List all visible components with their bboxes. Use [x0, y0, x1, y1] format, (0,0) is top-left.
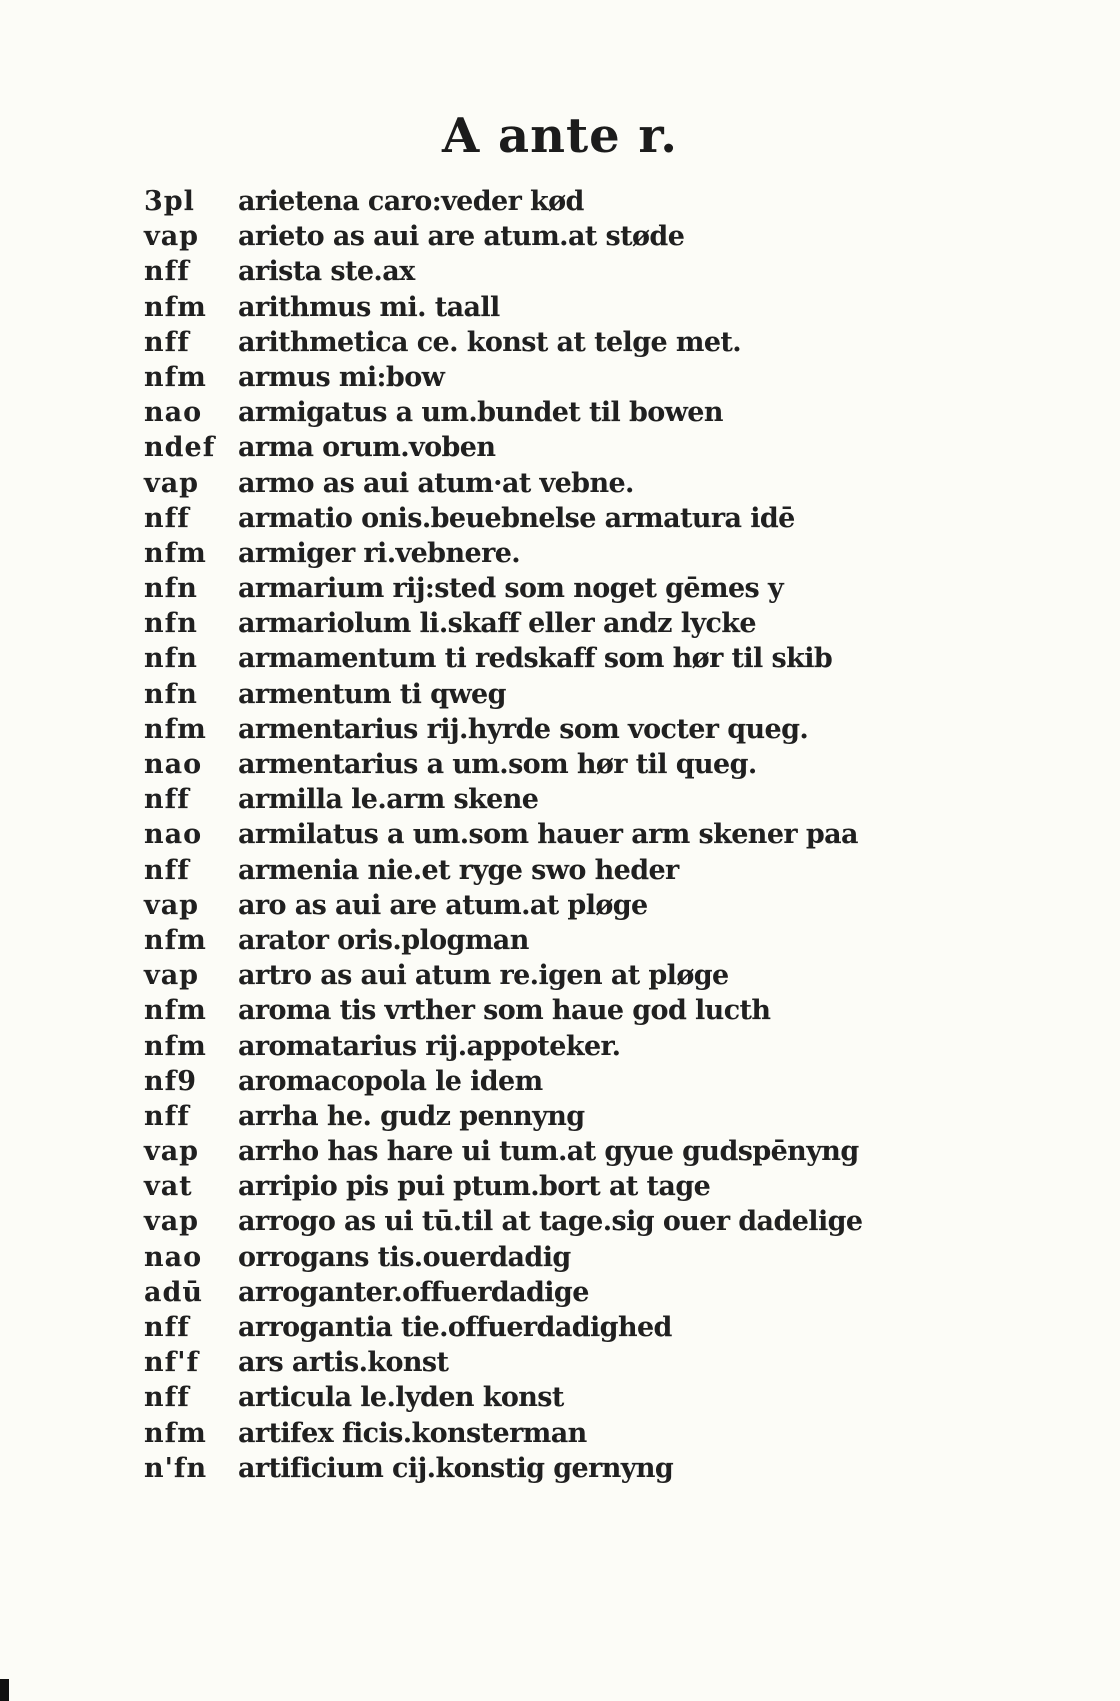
entry-code: vap: [144, 467, 200, 499]
entry-code: nfm: [144, 713, 207, 745]
entry-code: nfm: [144, 924, 207, 956]
entry-text: arrho has hare ui tum.at gyue gudspēnyng: [238, 1136, 859, 1168]
dictionary-entry: [144, 679, 904, 714]
entry-text: ars artis.konst: [238, 1347, 449, 1379]
entry-text: arrogantia tie.offuerdadighed: [238, 1312, 672, 1343]
entry-text: arator oris.plogman: [238, 924, 529, 956]
entry-code: nff: [144, 1100, 190, 1132]
dictionary-entry: [144, 1242, 904, 1277]
entry-text: arma orum.voben: [238, 432, 496, 464]
entry-text: armentarius a um.som hør til queg.: [238, 749, 757, 780]
entry-code: nfm: [144, 995, 207, 1027]
entry-code: nao: [144, 397, 203, 429]
entry-code: vap: [144, 960, 200, 992]
page-edge-mark: [0, 1679, 9, 1701]
entry-text: armamentum ti redskaff som hør til skib: [238, 643, 833, 675]
entry-code: vat: [144, 1171, 193, 1203]
entry-code: nff: [144, 784, 190, 816]
entry-code: adū: [144, 1276, 204, 1308]
entry-text: aromatarius rij.appoteker.: [238, 1030, 621, 1062]
entry-code: nao: [144, 1241, 203, 1273]
entry-text: armatio onis.beuebnelse armatura idē: [238, 502, 795, 534]
entry-text: armilla le.arm skene: [238, 784, 539, 816]
entry-code: 3pl: [144, 186, 195, 217]
dictionary-entry: [144, 643, 904, 678]
entry-text: armiger ri.vebnere.: [238, 537, 521, 569]
entry-text: armariolum li.skaff eller andz lycke: [238, 608, 756, 640]
entry-text: aroma tis vrther som haue god lucth: [238, 995, 771, 1027]
entry-text: arripio pis pui ptum.bort at tage: [238, 1171, 711, 1203]
dictionary-entry: [144, 1347, 904, 1382]
entry-code: nff: [144, 1312, 190, 1343]
entry-text: armus mi:bow: [238, 361, 445, 393]
entry-code: vap: [144, 221, 200, 253]
dictionary-entry: [144, 925, 904, 960]
entry-code: vap: [144, 889, 200, 921]
dictionary-entry: [144, 327, 904, 362]
entry-code: nfm: [144, 361, 207, 393]
dictionary-entry: [144, 1206, 904, 1241]
entry-text: artifex ficis.konsterman: [238, 1417, 587, 1449]
entry-code: nao: [144, 749, 203, 780]
entry-code: nf'f: [144, 1347, 200, 1379]
dictionary-entry: [144, 1031, 904, 1066]
entry-text: arieto as aui are atum.at støde: [238, 221, 685, 253]
entry-code: nfm: [144, 1417, 207, 1449]
dictionary-entry: [144, 1136, 904, 1171]
dictionary-entry: [144, 397, 904, 432]
entry-text: artro as aui atum re.igen at pløge: [238, 960, 729, 992]
entry-code: nff: [144, 256, 190, 288]
dictionary-entry: [144, 960, 904, 995]
entry-code: nff: [144, 1382, 190, 1414]
dictionary-entry: [144, 468, 904, 503]
entry-text: armigatus a um.bundet til bowen: [238, 397, 723, 429]
dictionary-entry: [144, 1171, 904, 1206]
entry-text: arista ste.ax: [238, 256, 415, 288]
dictionary-entry: [144, 503, 904, 538]
dictionary-entry: [144, 1101, 904, 1136]
entry-code: nfn: [144, 643, 198, 675]
entry-text: armarium rij:sted som noget gēmes y: [238, 573, 784, 605]
entry-code: nff: [144, 854, 190, 886]
dictionary-entry: [144, 1382, 904, 1417]
entry-text: arrogo as ui tū.til at tage.sig ouer dadelige: [238, 1206, 863, 1238]
entry-text: arrha he. gudz pennyng: [238, 1100, 585, 1132]
entry-text: armentarius rij.hyrde som vocter queg.: [238, 713, 809, 745]
entry-code: vap: [144, 1136, 200, 1168]
entry-text: artificium cij.konstig gernyng: [238, 1452, 674, 1484]
dictionary-entry: [144, 855, 904, 890]
entry-text: arietena caro:veder kød: [238, 186, 584, 217]
dictionary-entry: [144, 432, 904, 467]
dictionary-entry: [144, 749, 904, 784]
entry-text: aromacopola le idem: [238, 1065, 543, 1097]
dictionary-entry: [144, 186, 904, 221]
dictionary-entry: [144, 221, 904, 256]
entry-code: ndef: [144, 432, 216, 464]
dictionary-entry: [144, 784, 904, 819]
dictionary-entry: [144, 890, 904, 925]
entry-text: orrogans tis.ouerdadig: [238, 1241, 571, 1273]
dictionary-entry: [144, 1418, 904, 1453]
entry-code: vap: [144, 1206, 200, 1238]
entry-code: nfn: [144, 573, 198, 605]
entry-text: articula le.lyden konst: [238, 1382, 564, 1414]
entry-code: nf9: [144, 1065, 198, 1097]
entry-text: armentum ti qweg: [238, 678, 506, 710]
dictionary-entry: [144, 608, 904, 643]
dictionary-entry: [144, 573, 904, 608]
dictionary-entries: [144, 186, 904, 1488]
page-header: A ante r.: [442, 108, 678, 164]
entry-text: armenia nie.et ryge swo heder: [238, 854, 679, 886]
entry-text: armilatus a um.som hauer arm skener paa: [238, 819, 858, 851]
entry-code: nff: [144, 502, 190, 534]
dictionary-entry: [144, 1453, 904, 1488]
entry-code: nfn: [144, 608, 198, 640]
entry-code: nff: [144, 326, 190, 358]
dictionary-entry: [144, 819, 904, 854]
entry-code: nfm: [144, 291, 207, 323]
dictionary-entry: [144, 292, 904, 327]
entry-code: nao: [144, 819, 203, 851]
entry-code: nfm: [144, 1030, 207, 1062]
entry-text: arithmus mi. taall: [238, 291, 500, 323]
entry-text: aro as aui are atum.at pløge: [238, 889, 648, 921]
entry-code: nfm: [144, 537, 207, 569]
entry-code: n'fn: [144, 1452, 208, 1484]
entry-text: arroganter.offuerdadige: [238, 1276, 589, 1308]
dictionary-entry: [144, 714, 904, 749]
dictionary-entry: [144, 538, 904, 573]
dictionary-entry: [144, 1066, 904, 1101]
entry-text: armo as aui atum·at vebne.: [238, 467, 634, 499]
entry-text: arithmetica ce. konst at telge met.: [238, 326, 742, 358]
dictionary-entry: [144, 256, 904, 291]
dictionary-entry: [144, 1277, 904, 1312]
entry-code: nfn: [144, 678, 198, 710]
dictionary-entry: [144, 362, 904, 397]
dictionary-entry: [144, 1312, 904, 1347]
dictionary-entry: [144, 995, 904, 1030]
